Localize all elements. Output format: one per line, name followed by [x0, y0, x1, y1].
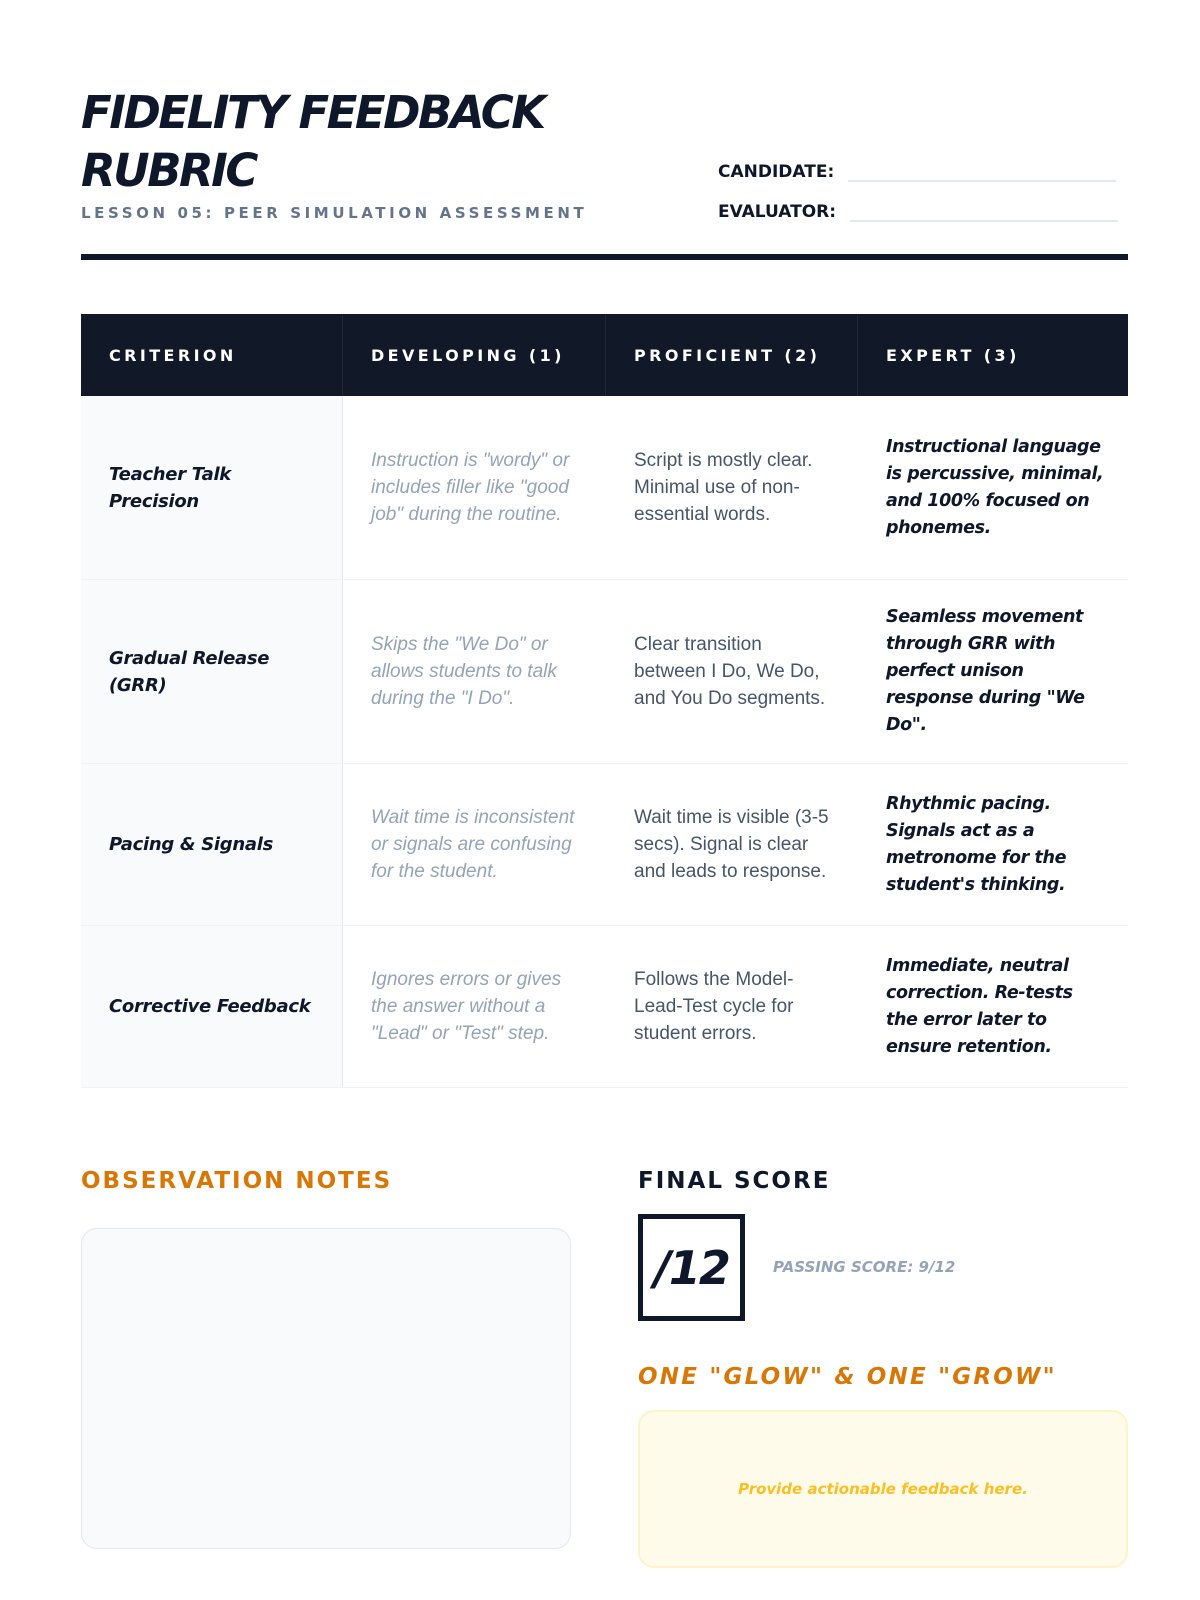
evaluator-field	[718, 202, 1118, 222]
table-row	[81, 396, 1128, 580]
table-row	[81, 580, 1128, 764]
evaluator-label: EVALUATOR:	[718, 202, 837, 222]
developing-text: Skips the "We Do" or allows students to talk during the "I Do".	[371, 634, 557, 709]
expert-text: Instructional language is percussive, minimal, and 100% focused on phonemes.	[886, 436, 1104, 538]
proficient-text: Script is mostly clear. Minimal use of non-essential words.	[634, 450, 813, 525]
developing-cell	[343, 764, 606, 925]
developing-text: Instruction is "wordy" or includes filler like "good job" during the routine.	[371, 450, 570, 525]
table-row	[81, 926, 1128, 1088]
glow-grow-field[interactable]	[638, 1410, 1128, 1568]
developing-cell	[343, 926, 606, 1087]
expert-cell	[858, 764, 1128, 925]
final-score-value: /12	[654, 1240, 729, 1295]
glow-grow-heading: ONE "GLOW" & ONE "GROW"	[638, 1364, 1057, 1390]
table-header-row	[81, 314, 1128, 396]
proficient-cell	[606, 396, 858, 579]
rubric-table	[81, 314, 1128, 1088]
observation-notes-field[interactable]	[81, 1228, 571, 1549]
glow-grow-placeholder: Provide actionable feedback here.	[738, 1480, 1028, 1498]
expert-text: Immediate, neutral correction. Re-tests the error later to ensure retention.	[886, 955, 1073, 1057]
expert-cell	[858, 580, 1128, 763]
final-score-heading: FINAL SCORE	[638, 1168, 831, 1194]
expert-cell	[858, 926, 1128, 1087]
criterion-text: Corrective Feedback	[109, 996, 311, 1017]
page-header	[81, 84, 1128, 262]
developing-text: Ignores errors or gives the answer without a "Lead" or "Test" step.	[371, 969, 562, 1044]
proficient-text: Wait time is visible (3-5 secs). Signal is clear and leads to response.	[634, 807, 829, 882]
criterion-text: Gradual Release (GRR)	[109, 647, 270, 696]
header-developing: DEVELOPING (1)	[343, 314, 606, 396]
candidate-label: CANDIDATE:	[718, 162, 835, 182]
expert-text: Rhythmic pacing. Signals act as a metronome for the student's thinking.	[886, 793, 1067, 895]
proficient-cell	[606, 764, 858, 925]
criterion-cell	[81, 764, 343, 925]
criterion-cell	[81, 396, 343, 579]
header-divider	[81, 254, 1128, 260]
developing-cell	[343, 396, 606, 579]
evaluator-input-line[interactable]	[850, 202, 1118, 222]
proficient-cell	[606, 926, 858, 1087]
expert-text: Seamless movement through GRR with perfect unison response during "We Do".	[886, 607, 1085, 735]
candidate-field	[718, 162, 1116, 182]
criterion-text: Pacing & Signals	[109, 834, 274, 855]
criterion-cell	[81, 580, 343, 763]
candidate-input-line[interactable]	[848, 162, 1116, 182]
observation-notes-heading: OBSERVATION NOTES	[81, 1168, 393, 1194]
rubric-page	[81, 0, 1128, 1600]
passing-score-note: PASSING SCORE: 9/12	[773, 1258, 956, 1276]
page-title: FIDELITY FEEDBACK RUBRIC	[81, 86, 544, 197]
proficient-cell	[606, 580, 858, 763]
proficient-text: Follows the Model-Lead-Test cycle for student errors.	[634, 969, 794, 1044]
header-proficient: PROFICIENT (2)	[606, 314, 858, 396]
final-score-box[interactable]	[638, 1214, 745, 1321]
developing-cell	[343, 580, 606, 763]
table-row	[81, 764, 1128, 926]
criterion-text: Teacher Talk Precision	[109, 463, 231, 512]
header-expert: EXPERT (3)	[886, 345, 1020, 365]
developing-text: Wait time is inconsistent or signals are confusing for the student.	[371, 807, 575, 882]
criterion-cell	[81, 926, 343, 1087]
page-subtitle: LESSON 05: PEER SIMULATION ASSESSMENT	[81, 204, 588, 222]
header-criterion: CRITERION	[81, 314, 343, 396]
proficient-text: Clear transition between I Do, We Do, and You Do segments.	[634, 634, 826, 709]
expert-cell	[858, 396, 1128, 579]
